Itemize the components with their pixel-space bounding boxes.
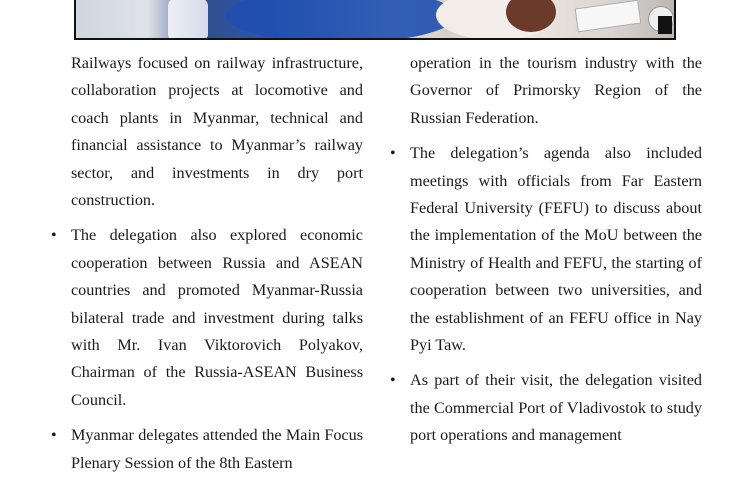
left-bullet-1-text: The delegation also explored economic cooperation between Russia and ASEAN countries and promoted Myanmar-Russia bilateral trade and investment during talks with Mr. Ivan Viktorovich Polyakov, Chairman of the Russia-ASEAN Business Council. — [71, 226, 363, 409]
left-column — [51, 50, 363, 485]
right-bullet-2 — [390, 367, 702, 449]
left-continued-paragraph: Railways focused on railway infrastructure, collaboration projects at locomotive and coach plants in Myanmar, technical and financial assistance to Myanmar’s railway sector, and investments in dry port construction. — [71, 54, 363, 210]
right-bullet-2-text: As part of their visit, the delegation visited the Commercial Port of Vladivostok to study port operations and management — [410, 371, 702, 445]
event-photo — [74, 0, 676, 40]
right-bullet-1 — [390, 140, 702, 359]
bullet-icon: • — [51, 227, 57, 245]
photo-dark-object — [658, 16, 672, 34]
bullet-icon: • — [51, 427, 57, 445]
left-bullet-2-text: Myanmar delegates attended the Main Focus Plenary Session of the 8th Eastern — [71, 426, 363, 472]
bullet-icon: • — [390, 372, 396, 390]
photo-name-plate — [575, 0, 642, 32]
left-bullet-1 — [51, 222, 363, 414]
left-bullet-2 — [51, 422, 363, 477]
right-bullet-1-text: The delegation’s agenda also included meetings with officials from Far Eastern Federal University (FEFU) to discuss about the implementation of the MoU between the Ministry of Health and FEFU, the starting of cooperation between two universities, and the establishment of an FEFU office in Nay Pyi Taw. — [410, 144, 702, 355]
photo-chair — [168, 0, 208, 40]
right-column — [390, 50, 702, 458]
photo-person-blue — [226, 0, 456, 40]
right-continued-paragraph: operation in the tourism industry with the Governor of Primorsky Region of the Russian Federation. — [410, 54, 702, 127]
bullet-icon: • — [390, 145, 396, 163]
